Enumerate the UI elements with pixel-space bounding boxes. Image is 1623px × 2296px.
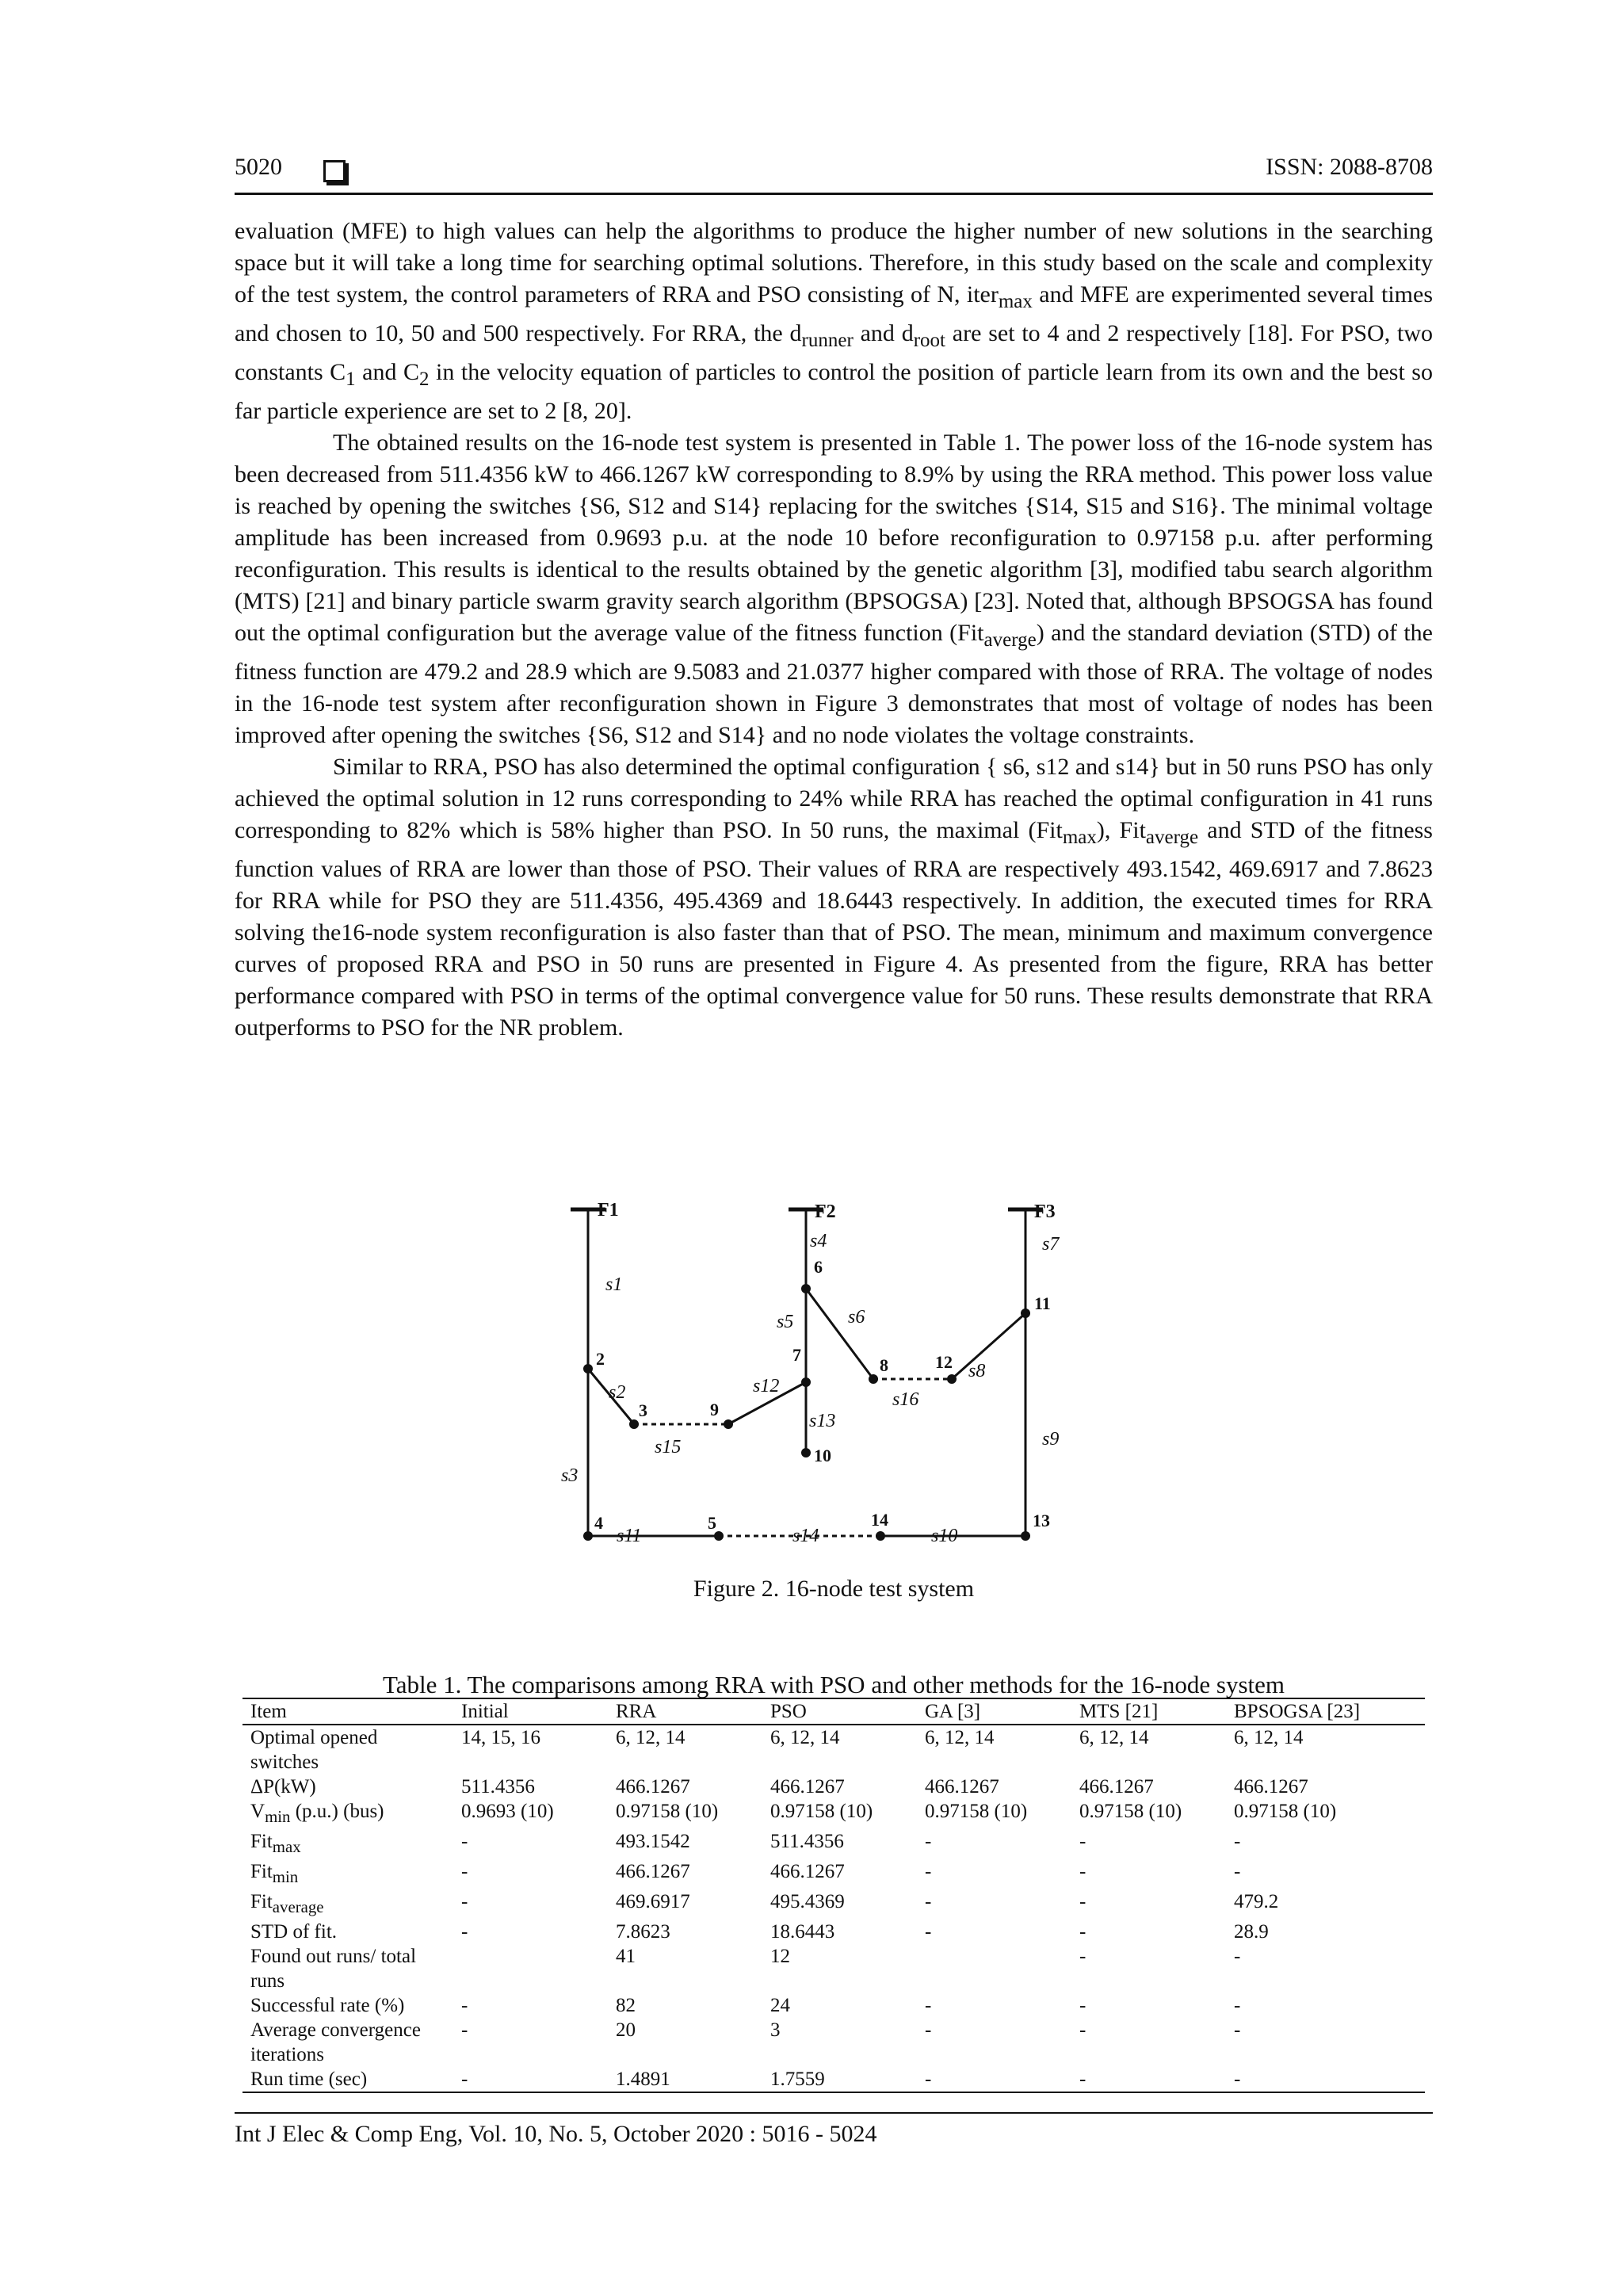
switch-label: s14 [792, 1526, 819, 1546]
figure-caption: Figure 2. 16-node test system [693, 1576, 975, 1602]
column-header: Item [242, 1698, 453, 1725]
table-cell: 466.1267 [616, 1776, 690, 1797]
paragraph-2: The obtained results on the 16-node test system is presented in Table 1. The power loss of the 16-node system has been decreased from 511.4356 kW to 466.1267 kW corresponding to 8.9% by using the RRA method. This power loss value is reached by opening the switches {S6, S12 and S14} replacing for the switches {S14, S15 and S16}. The minimal voltage amplitude has been increased from 0.9693 p.u. at the node 10 before reconfiguration to 0.97158 p.u. after performing reconfiguration. This results is identical to the results obtained by the genetic algorithm [3], modified tabu search algorithm (MTS) [21] and binary particle swarm gravity search algorithm (BPSOGSA) [23]. Noted that, although BPSOGSA has found out the optimal configuration but the average value of the fitness function (Fit$_{averge}$) and the standard deviation (STD) of the fitness function are 479.2 and 28.9 which are 9.5083 and 21.0377 higher compared with those of RRA. The voltage of nodes in the 16-node test system after reconfiguration shown in Figure 3 demonstrates that most of voltage of nodes has been improved after opening the switches {S6, S12 and S14} and no node violates the voltage constraints. [235, 430, 1433, 748]
table-cell: - [1071, 2067, 1226, 2092]
row-label: Fit$_{average}$ [250, 1891, 324, 1916]
node-label: 14 [871, 1510, 888, 1530]
table-cell: - [1234, 2019, 1241, 2041]
table-cell: 466.1267 [616, 1861, 690, 1882]
column-header: Initial [453, 1698, 608, 1725]
table-cell: - [1079, 1995, 1086, 2016]
table-cell [453, 1944, 608, 1993]
table-row [242, 1799, 1425, 1829]
table-cell: - [461, 1891, 468, 1912]
node-label: 10 [814, 1446, 831, 1465]
table-row [242, 1889, 1425, 1920]
table-cell: - [917, 2067, 1071, 2092]
table-cell: 466.1267 [1234, 1776, 1308, 1797]
table-cell: - [461, 2019, 468, 2041]
row-label: Fit$_{max}$ [250, 1831, 301, 1856]
table-cell: 3 [770, 2019, 781, 2041]
table-cell: 0.97158 (10) [616, 1801, 719, 1822]
table-cell: 511.4356 [461, 1776, 535, 1797]
node-label: 13 [1033, 1511, 1050, 1530]
table-cell: 82 [616, 1995, 636, 2016]
column-header: MTS [21] [1071, 1698, 1226, 1725]
switch-label: s12 [753, 1376, 780, 1396]
feeder-label: F3 [1034, 1201, 1056, 1222]
network-diagram [555, 1189, 1109, 1569]
node-label: 2 [596, 1349, 605, 1369]
column-header: BPSOGSA [23] [1226, 1698, 1425, 1725]
table-cell: 6, 12, 14 [770, 1727, 840, 1748]
footer-citation: Int J Elec & Comp Eng, Vol. 10, No. 5, October 2020 : 5016 - 5024 [235, 2121, 877, 2147]
table-cell: - [1079, 1921, 1086, 1943]
table-cell: 495.4369 [770, 1891, 845, 1912]
table-cell: - [1226, 2067, 1425, 2092]
table-cell: 28.9 [1234, 1921, 1269, 1943]
table-cell: 466.1267 [770, 1776, 845, 1797]
column-header: PSO [762, 1698, 917, 1725]
header-rule [235, 193, 1433, 195]
node-label: 12 [935, 1352, 953, 1372]
switch-label: s5 [777, 1312, 794, 1332]
table-cell: - [1079, 1831, 1086, 1852]
switch-label: s4 [810, 1231, 827, 1251]
table-cell: - [1079, 1946, 1086, 1967]
table-cell: - [461, 1831, 468, 1852]
node-label: 8 [880, 1355, 888, 1375]
page-header [235, 154, 1433, 193]
table-cell: - [461, 1995, 468, 2016]
square-bullet-icon [323, 160, 346, 182]
table-cell: 12 [770, 1946, 790, 1967]
table-cell: 0.97158 (10) [1079, 1801, 1182, 1822]
table-cell: 41 [616, 1946, 636, 1967]
table-cell: - [461, 1861, 468, 1882]
table-cell: 20 [616, 2019, 636, 2041]
issn: ISSN: 2088-8708 [1266, 154, 1433, 180]
table-cell: - [925, 2019, 932, 2041]
table-cell: 479.2 [1234, 1891, 1279, 1912]
table-row [242, 1944, 1425, 1993]
column-header: RRA [608, 1698, 762, 1725]
row-label: Successful rate (%) [250, 1995, 405, 2016]
switch-label: s10 [931, 1526, 958, 1546]
paragraph-3: Similar to RRA, PSO has also determined the optimal configuration { s6, s12 and s14} but in 50 runs PSO has only achieved the optimal solution in 12 runs corresponding to 24% while RRA has reached the optimal configuration in 41 runs corresponding to 82% which is 58% higher than PSO. In 50 runs, the maximal (Fit$_{max}$), Fit$_{averge}$ and STD of the fitness function values of RRA are lower than those of PSO. Their values of RRA are respectively 493.1542, 469.6917 and 7.8623 for RRA while for PSO they are 511.4356, 495.4369 and 18.6443 respectively. In addition, the executed times for RRA solving the16-node system reconfiguration is also faster than that of PSO. The mean, minimum and maximum convergence curves of proposed RRA and PSO in 50 runs are presented in Figure 4. As presented from the figure, RRA has better performance compared with PSO in terms of the optimal convergence value for 50 runs. These results demonstrate that RRA outperforms to PSO for the NR problem. [235, 754, 1433, 1041]
table-row [242, 1920, 1425, 1944]
paragraph-1: evaluation (MFE) to high values can help the algorithms to produce the higher number of new solutions in the searching space but it will take a long time for searching optimal solutions. Therefore, in this study based on the scale and complexity of the test system, the control parameters of RRA and PSO consisting of N, iter$_{max}$ and MFE are experimented several times and chosen to 10, 50 and 500 respectively. For RRA, the $d_{runner}$ and $d_{root}$ are set to 4 and 2 respectively [18]. For PSO, two constants $C_1$ and $C_2$ in the velocity equation of particles to control the position of particle learn from its own and the best so far particle experience are set to 2 [8, 20]. [235, 218, 1433, 424]
feeder-label: F2 [815, 1201, 836, 1222]
table-cell: - [1079, 1891, 1086, 1912]
table-cell: - [1079, 1861, 1086, 1882]
table-row [242, 1859, 1425, 1889]
switch-label: s15 [655, 1437, 682, 1457]
table-cell: 511.4356 [770, 1831, 844, 1852]
table-row [242, 1775, 1425, 1799]
table-cell: 0.97158 (10) [770, 1801, 873, 1822]
switch-label: s8 [968, 1361, 986, 1381]
switch-label: s9 [1042, 1429, 1060, 1450]
table-cell: 466.1267 [770, 1861, 845, 1882]
table-cell: 1.7559 [762, 2067, 917, 2092]
table-cell: 14, 15, 16 [461, 1727, 540, 1748]
switch-label: s3 [561, 1465, 579, 1486]
table-cell: 466.1267 [925, 1776, 999, 1797]
switch-label: s13 [809, 1411, 836, 1431]
table-cell: 0.97158 (10) [1234, 1801, 1337, 1822]
node-label: 9 [710, 1400, 719, 1419]
node-label: 3 [639, 1400, 647, 1420]
switch-label: s7 [1042, 1234, 1060, 1255]
table-cell: 24 [770, 1995, 790, 2016]
switch-label: s2 [609, 1382, 626, 1403]
table-cell: 6, 12, 14 [925, 1727, 995, 1748]
row-label: Optimal opened switches [250, 1727, 378, 1773]
switch-label: s1 [605, 1274, 623, 1295]
body-text [235, 216, 1433, 1044]
table-cell: - [1234, 1946, 1241, 1967]
table-cell [917, 1944, 1071, 1993]
table-cell: - [925, 1861, 932, 1882]
table-row [242, 1993, 1425, 2018]
table-header-row [242, 1698, 1425, 1725]
table-cell: 0.9693 (10) [461, 1801, 554, 1822]
table-row [242, 1725, 1425, 1775]
node-label: 6 [814, 1257, 823, 1277]
node-label: 4 [594, 1513, 603, 1533]
table-cell: 6, 12, 14 [616, 1727, 685, 1748]
row-label: STD of fit. [250, 1921, 338, 1943]
table-cell: - [925, 1831, 932, 1852]
table-cell: 469.6917 [616, 1891, 690, 1912]
table-cell: - [461, 1921, 468, 1943]
switch-label: s16 [892, 1389, 919, 1410]
table-row [242, 2018, 1425, 2067]
node-label: 5 [708, 1513, 716, 1533]
table-row [242, 1829, 1425, 1859]
table-cell: - [1234, 1861, 1241, 1882]
table-caption: Table 1. The comparisons among RRA with PSO and other methods for the 16-node system [382, 1671, 1285, 1698]
table-cell: - [925, 1891, 932, 1912]
table-cell: 6, 12, 14 [1079, 1727, 1149, 1748]
table-cell: - [1079, 2019, 1086, 2041]
row-label: $V_{min}$ (p.u.) (bus) [250, 1801, 384, 1826]
node-label: 11 [1034, 1293, 1051, 1313]
feeder-label: F1 [598, 1200, 619, 1221]
row-label: Run time (sec) [242, 2067, 453, 2092]
table-cell: - [1234, 1831, 1241, 1852]
row-label: Average convergence iterations [250, 2019, 421, 2065]
table-row [242, 2067, 1425, 2092]
table-cell: 6, 12, 14 [1234, 1727, 1304, 1748]
table-cell: - [453, 2067, 608, 2092]
table-cell: - [925, 1995, 932, 2016]
table-cell: 0.97158 (10) [925, 1801, 1028, 1822]
row-label: ΔP(kW) [250, 1776, 316, 1797]
table-cell: 493.1542 [616, 1831, 690, 1852]
switch-label: s11 [617, 1526, 642, 1546]
row-label: Fit$_{min}$ [250, 1861, 299, 1886]
table-cell: 7.8623 [616, 1921, 670, 1943]
table-cell: - [1234, 1995, 1241, 2016]
table-cell: - [925, 1921, 932, 1943]
table-cell: 1.4891 [608, 2067, 762, 2092]
table-cell: 18.6443 [770, 1921, 835, 1943]
node-label: 7 [792, 1345, 801, 1365]
row-label: Found out runs/ total runs [250, 1946, 417, 1992]
results-table [242, 1698, 1425, 2093]
column-header: GA [3] [917, 1698, 1071, 1725]
page-number: 5020 [235, 154, 282, 180]
table-cell: 466.1267 [1079, 1776, 1154, 1797]
switch-label: s6 [848, 1307, 865, 1328]
footer-rule [235, 2112, 1433, 2114]
